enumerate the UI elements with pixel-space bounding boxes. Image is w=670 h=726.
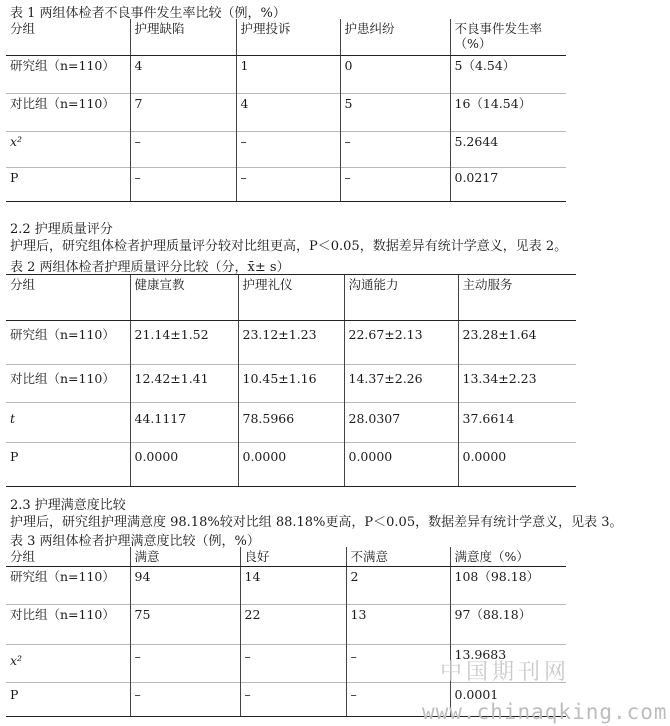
table-cell: – xyxy=(236,131,340,167)
table-cell: 108（98.18） xyxy=(450,567,566,605)
table2-caption: 表 2 两组体检者护理质量评分比较（分，x̄± s） xyxy=(10,260,290,275)
table-cell: 对比组（n=110） xyxy=(6,365,130,403)
table1-header-defect: 护理缺陷 xyxy=(130,19,236,55)
section-heading-2-2: 2.2 护理质量评分 xyxy=(10,222,113,237)
table-row xyxy=(6,403,576,443)
table-cell: P xyxy=(6,683,130,717)
table3 xyxy=(6,547,566,717)
table-cell: 0 xyxy=(340,55,450,93)
table-cell: 14.37±2.26 xyxy=(344,365,458,403)
table-cell: 4 xyxy=(236,93,340,131)
table-cell: 0.0000 xyxy=(344,443,458,487)
table-cell: 0.0000 xyxy=(130,443,238,487)
table3-header-satisfaction: 满意度（%） xyxy=(450,547,566,567)
table-cell: 13 xyxy=(346,605,450,645)
table-cell: – xyxy=(240,683,346,717)
table-cell: 16（14.54） xyxy=(450,93,566,131)
table1 xyxy=(6,19,566,202)
table-cell: P xyxy=(6,443,130,487)
table2 xyxy=(6,274,576,487)
table-cell: – xyxy=(130,645,240,683)
table1-header-rate-line2: （%） xyxy=(454,36,492,51)
table-row xyxy=(6,55,566,93)
table-row xyxy=(6,443,576,487)
table-cell: 78.5966 xyxy=(238,403,344,443)
table3-header-unsatisfied: 不满意 xyxy=(346,547,450,567)
table-cell: 12.42±1.41 xyxy=(130,365,238,403)
table-cell: P xyxy=(6,167,130,201)
table-cell: – xyxy=(130,131,236,167)
table2-header-etiquette: 护理礼仪 xyxy=(238,275,344,321)
table-cell: x² xyxy=(6,645,130,683)
table-cell: 14 xyxy=(240,567,346,605)
table-cell: – xyxy=(346,645,450,683)
table-cell: 研究组（n=110） xyxy=(10,327,115,342)
table-cell: 0.0000 xyxy=(458,443,576,487)
table2-header-education: 健康宣教 xyxy=(130,275,238,321)
table-cell: 4 xyxy=(130,55,236,93)
table-cell: 5（4.54） xyxy=(450,55,566,93)
table-cell: 23.12±1.23 xyxy=(238,321,344,365)
table-cell: 28.0307 xyxy=(344,403,458,443)
table-cell: 0.0217 xyxy=(450,167,566,201)
table2-header-communication: 沟通能力 xyxy=(344,275,458,321)
table-cell: 2 xyxy=(346,567,450,605)
table-cell: 0.0000 xyxy=(238,443,344,487)
table-cell: 22 xyxy=(240,605,346,645)
table-row xyxy=(6,567,566,605)
table3-header-good: 良好 xyxy=(240,547,346,567)
table-cell: x² xyxy=(6,131,130,167)
table-cell: 37.6614 xyxy=(458,403,576,443)
table-cell: 7 xyxy=(130,93,236,131)
table1-header-group: 分组 xyxy=(6,19,130,55)
table-cell: 5.2644 xyxy=(450,131,566,167)
table-cell: 21.14±1.52 xyxy=(130,321,238,365)
table-row xyxy=(6,167,566,201)
table-cell: – xyxy=(130,683,240,717)
table-cell: 94 xyxy=(130,567,240,605)
table2-header-group: 分组 xyxy=(6,275,130,321)
table-cell: 对比组（n=110） xyxy=(6,93,130,131)
table3-header-satisfied: 满意 xyxy=(130,547,240,567)
table-row xyxy=(6,605,566,645)
table3-caption: 表 3 两组体检者护理满意度比较（例，%） xyxy=(10,534,260,549)
table-cell: 10.45±1.16 xyxy=(238,365,344,403)
table-row xyxy=(6,321,576,365)
table-cell: 0.0001 xyxy=(450,683,566,717)
table-cell: – xyxy=(236,167,340,201)
section-heading-2-3: 2.3 护理满意度比较 xyxy=(10,498,126,513)
table-cell: 对比组（n=110） xyxy=(6,605,130,645)
table-row xyxy=(6,131,566,167)
table-cell: 44.1117 xyxy=(130,403,238,443)
table1-header-dispute: 护患纠纷 xyxy=(340,19,450,55)
table-row xyxy=(6,93,566,131)
section-text-2-2: 护理后，研究组体检者护理质量评分较对比组更高，P＜0.05，数据差异有统计学意义，见表 2。 xyxy=(10,239,568,254)
table-cell: 研究组（n=110） xyxy=(10,57,115,73)
section-text-2-3: 护理后，研究组护理满意度 98.18%较对比组 88.18%更高，P＜0.05，数据差异有统计学意义，见表 3。 xyxy=(10,515,623,530)
table-cell: 研究组（n=110） xyxy=(10,569,115,584)
table-cell: 75 xyxy=(130,605,240,645)
table-cell: – xyxy=(240,645,346,683)
table-cell: – xyxy=(346,683,450,717)
table1-header-complaint: 护理投诉 xyxy=(236,19,340,55)
watermark-site-name: 中国期刊网 xyxy=(440,660,571,685)
table-cell: – xyxy=(130,167,236,201)
table1-header-rate xyxy=(450,19,566,55)
table-cell: 97（88.18） xyxy=(450,605,566,645)
table-cell: 22.67±2.13 xyxy=(344,321,458,365)
table1-caption: 表 1 两组体检者不良事件发生率比较（例，%） xyxy=(10,6,286,21)
table-cell: 1 xyxy=(236,55,340,93)
table-cell: 13.34±2.23 xyxy=(458,365,576,403)
table2-header-service: 主动服务 xyxy=(458,275,576,321)
table-cell: 23.28±1.64 xyxy=(458,321,576,365)
table-cell: – xyxy=(340,131,450,167)
table-cell: – xyxy=(340,167,450,201)
watermark-url: www.chinaqking.com xyxy=(422,700,668,724)
table-cell: t xyxy=(6,403,130,443)
table3-header-group: 分组 xyxy=(6,547,130,567)
table-cell: 13.9683 xyxy=(450,645,566,683)
table-cell: 5 xyxy=(340,93,450,131)
table1-header-rate-line1: 不良事件发生率 xyxy=(454,21,543,36)
table-row xyxy=(6,365,576,403)
